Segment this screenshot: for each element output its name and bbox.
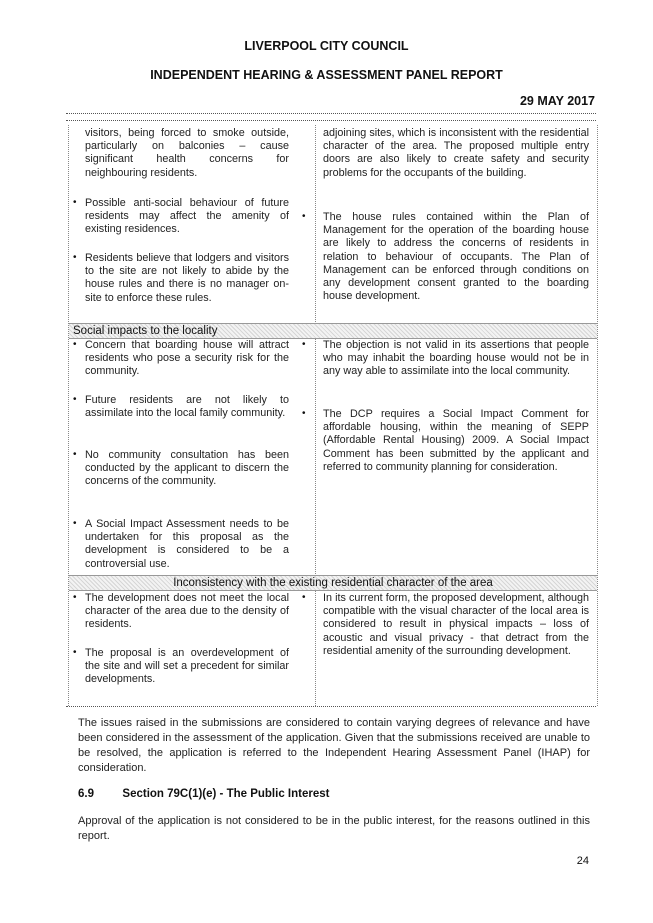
bullet-icon: • (302, 339, 306, 350)
summary-paragraph: The issues raised in the submissions are considered to contain varying degrees of relevance and have been considered in the assessment of the application. Given that the submissions received are unable to be resolved, the application is referred to the Independent Hearing Assessment Panel (IHAP) for consideration. (78, 717, 590, 774)
column-divider (315, 125, 316, 706)
table-item: The proposal is an overdevelopment of the site and will set a precedent for similar developments. (85, 647, 289, 686)
report-date: 29 MAY 2017 (519, 94, 595, 108)
bullet-icon: • (73, 647, 77, 658)
table-bottom-rule (66, 706, 596, 707)
header-rule (66, 113, 596, 114)
top-right-cell: adjoining sites, which is inconsistent with the residential character of the area. The proposed multiple entry doors are also likely to create safety and security problems for the occupants of the building. (323, 127, 589, 179)
table-item: Future residents are not likely to assimilate into the local family community. (85, 394, 289, 420)
report-title: INDEPENDENT HEARING & ASSESSMENT PANEL REPORT (150, 68, 503, 82)
page-number: 24 (576, 855, 589, 867)
table-item: Concern that boarding house will attract residents who pose a security risk for the community. (85, 339, 289, 378)
council-title: LIVERPOOL CITY COUNCIL (244, 39, 409, 53)
table-item: The house rules contained within the Plan of Management for the operation of the boarding house are likely to address the concerns of residents in relation to behaviour of occupants. The Plan of Management can be enforced through conditions on any development consent granted to the boarding house development. (323, 211, 589, 303)
top-left-cell: visitors, being forced to smoke outside, particularly on balconies – cause significant health concerns for neighbouring residents. (85, 127, 289, 179)
public-interest-paragraph: Approval of the application is not considered to be in the public interest, for the reasons outlined in this report. (78, 815, 590, 842)
table-item: The development does not meet the local character of the area due to the density of residents. (85, 592, 289, 631)
table-item: In its current form, the proposed development, although compatible with the visual character of the local area is considered to result in physical impacts – loss of acoustic and visual privacy - that detract from the residential amenity of the surrounding development. (323, 592, 589, 657)
table-item: The objection is not valid in its assertions that people who may inhabit the boarding house would not be in any way able to assimilate into the local community. (323, 339, 589, 378)
table-item: No community consultation has been conducted by the applicant to discern the concerns of the community. (85, 449, 289, 488)
bullet-icon: • (302, 592, 306, 603)
section-number: 6.9 (78, 788, 94, 800)
table-item: Possible anti-social behaviour of future residents may affect the amenity of existing residences. (85, 197, 289, 236)
table-item: A Social Impact Assessment needs to be undertaken for this proposal as the development is considered to be a controversial use. (85, 518, 289, 570)
section-heading-character-label: Inconsistency with the existing residential character of the area (173, 577, 493, 589)
section-heading-character (69, 575, 597, 591)
section-heading-social (69, 323, 597, 339)
bullet-icon: • (73, 449, 77, 460)
section-title: Section 79C(1)(e) - The Public Interest (122, 788, 330, 800)
table-top-rule (66, 120, 596, 121)
section-heading-social-label: Social impacts to the locality (73, 325, 218, 337)
bullet-icon: • (73, 394, 77, 405)
bullet-icon: • (73, 252, 77, 263)
bullet-icon: • (302, 408, 306, 419)
bullet-icon: • (73, 339, 77, 350)
bullet-icon: • (73, 518, 77, 529)
table-item: The DCP requires a Social Impact Comment for affordable housing, within the meaning of SEPP (Affordable Rental Housing) 2009. A Social Impact Comment has been submitted by the applicant and referred to community planning for consideration. (323, 408, 589, 473)
submissions-table (68, 125, 598, 706)
bullet-icon: • (73, 592, 77, 603)
bullet-icon: • (302, 211, 306, 222)
table-item: Residents believe that lodgers and visitors to the site are not likely to abide by the house rules and there is no manager on-site to enforce these rules. (85, 252, 289, 304)
section-heading (78, 788, 329, 800)
bullet-icon: • (73, 197, 77, 208)
